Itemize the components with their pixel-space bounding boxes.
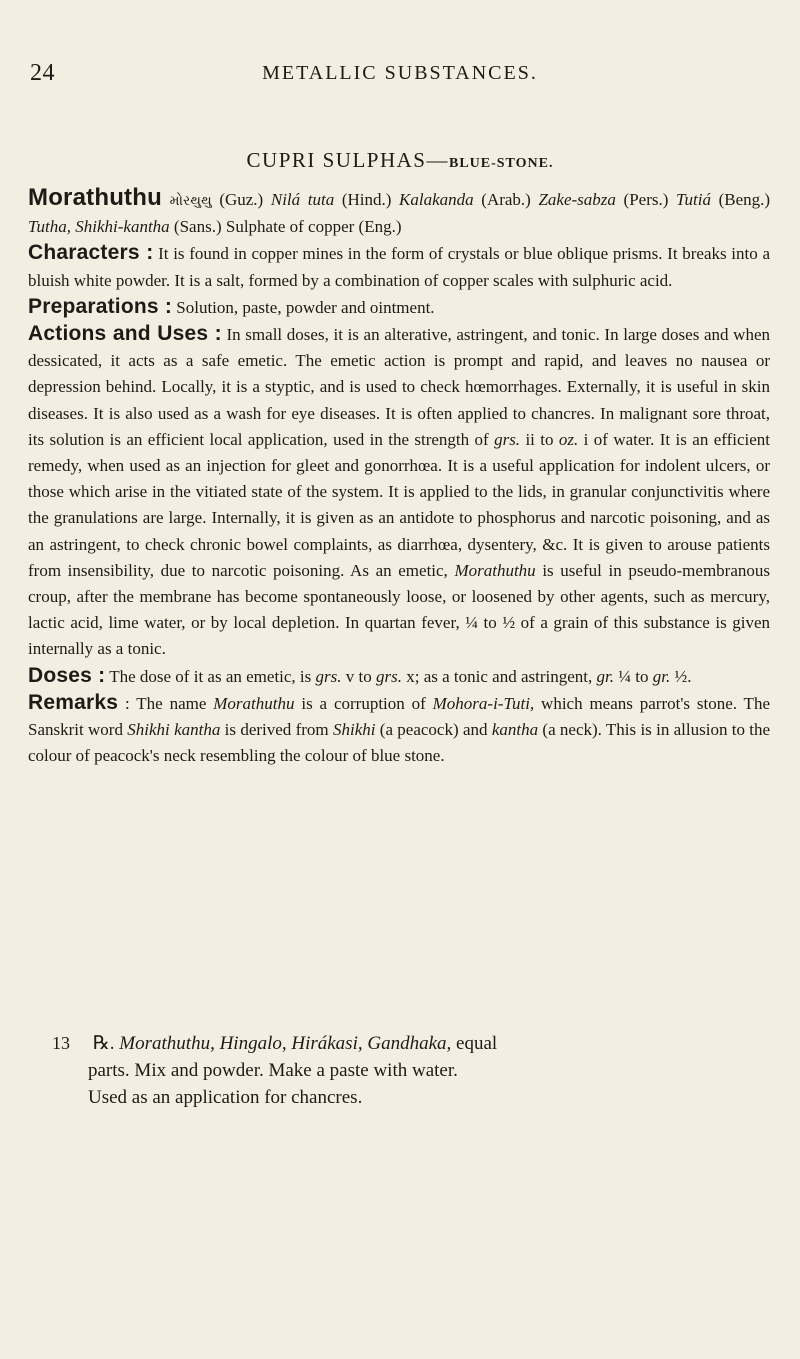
- rx-symbol: ℞.: [92, 1033, 115, 1054]
- pers-name: Zake-sabza: [538, 190, 616, 209]
- preparations-text: Solution, paste, powder and ointment.: [176, 297, 435, 317]
- remarks-name-5: kantha: [491, 720, 539, 740]
- actions-text-3: i of water. It is an efficient remedy, when used as an injection for gleet and gonorrhœa. It is a useful application for indolent ulcers, or those which arise in the vitiated state of the system. It is applied to the lids, in granular conjunctivitis where the granulations are large. Internally, it is given as an antidote to phosphorus and narcotic poisoning, and as an astringent, to check chronic bowel complaints, as diarrhœa, dysentery, &c. It is given to arouse patients from insensibility, due to narcotic poisoning. As an emetic,: [28, 429, 771, 580]
- running-title: METALLIC SUBSTANCES.: [262, 62, 538, 84]
- doses-text-3: x; as a tonic and astringent,: [406, 666, 593, 686]
- characters-paragraph: [28, 240, 770, 293]
- formula-ingredients: Morathuthu, Hingalo, Hirákasi, Gandhaka,: [119, 1033, 452, 1054]
- section-title-sub: BLUE-STONE.: [448, 156, 554, 171]
- doses-gr-1: gr.: [596, 666, 614, 686]
- page-number: 24: [30, 60, 55, 86]
- arab-name: Kalakanda: [399, 190, 474, 209]
- formula-line-1: [28, 1030, 770, 1057]
- formula-line-2: parts. Mix and powder. Make a paste with water.: [88, 1060, 458, 1081]
- actions-oz: oz.: [558, 429, 579, 449]
- doses-paragraph: [28, 663, 770, 690]
- actions-name-italic: Morathuthu: [454, 560, 536, 580]
- actions-grs: grs.: [494, 429, 521, 449]
- doses-text-2: v to: [345, 666, 372, 686]
- actions-paragraph: [28, 321, 770, 663]
- hind-name: Nilá tuta: [270, 190, 335, 209]
- running-head: [0, 60, 800, 100]
- doses-text-4: ¼ to: [618, 666, 649, 686]
- actions-text-1: In small doses, it is an alterative, astringent, and tonic. In large doses and when dessicated, it acts as a safe emetic. The emetic action is prompt and rapid, and leaves no nausea or depression behind. Locally, it is a styptic, and is used to check hœmorrhages. Externally, it is useful in skin diseases. It is also used as a wash for eye diseases. It is often applied to chancres. In malignant sore throat, its solution is an efficient local application, used in the strength of: [28, 325, 770, 449]
- doses-text-1: The dose of it as an emetic, is: [109, 666, 312, 686]
- actions-text-2: ii to: [525, 429, 554, 449]
- doses-grs-1: grs.: [315, 666, 342, 686]
- doses-gr-2: gr.: [652, 666, 671, 686]
- remarks-text-5: (a peacock) and: [379, 720, 488, 740]
- preparations-heading: Preparations :: [28, 294, 173, 318]
- remarks-text-6: (a neck). This is in allusion to the colour of peacock's neck resembling the colour of blue stone.: [28, 720, 771, 766]
- drug-name-heading: Morathuthu: [28, 184, 162, 211]
- doses-heading: Doses :: [28, 663, 106, 687]
- actions-text-4: is useful in pseudo-membranous croup, after the membrane has become spontaneously loose, or loosened by other agents, such as mercury, lactic acid, lime water, or by local depletion. In quartan fever, ¼ to ½ of a grain of this substance is given internally as a tonic.: [28, 560, 770, 659]
- preparations-paragraph: [28, 294, 770, 321]
- sans-name: Tutha, Shikhi-kantha: [28, 217, 170, 237]
- remarks-text-3: which means parrot's stone. The Sanskrit word: [28, 693, 770, 740]
- pers-label: (Pers.): [623, 190, 669, 209]
- doses-text-5: ½.: [674, 666, 692, 686]
- beng-label: (Beng.): [718, 190, 771, 209]
- remarks-name-4: Shikhi: [332, 720, 376, 740]
- english-name: Sulphate of copper (Eng.): [225, 217, 402, 237]
- beng-name: Tutiá: [676, 190, 711, 209]
- doses-grs-2: grs.: [376, 666, 402, 686]
- formula-number: 13: [52, 1033, 70, 1053]
- hind-label: (Hind.): [341, 190, 392, 209]
- gujarati-name: મોરથુથુ: [169, 193, 212, 209]
- section-title-main: CUPRI SULPHAS—: [246, 148, 449, 172]
- name-paragraph: [28, 185, 770, 240]
- body-text: [28, 185, 770, 769]
- characters-text: It is found in copper mines in the form of crystals or blue oblique prisms. It breaks into a bluish white powder. It is a salt, formed by a combination of copper scales with sulphuric acid.: [28, 244, 770, 290]
- remarks-text-2: is a corruption of: [301, 693, 426, 713]
- remarks-paragraph: [28, 690, 770, 770]
- remarks-name-3: Shikhi kantha: [127, 720, 221, 740]
- remarks-name-2: Mohora-i-Tuti,: [432, 693, 535, 713]
- section-title: [0, 148, 800, 173]
- formula-tail: equal: [456, 1033, 498, 1054]
- sans-label: (Sans.): [173, 217, 222, 237]
- characters-heading: Characters :: [28, 241, 154, 265]
- remarks-heading: Remarks: [28, 690, 119, 714]
- formula-line-3: Used as an application for chancres.: [88, 1087, 363, 1108]
- remarks-text-1: : The name: [125, 693, 207, 713]
- remarks-text-4: is derived from: [224, 720, 329, 740]
- actions-heading: Actions and Uses :: [28, 322, 222, 346]
- guz-label: (Guz.): [219, 190, 264, 209]
- formula-block: [28, 1030, 770, 1111]
- arab-label: (Arab.): [481, 190, 531, 209]
- remarks-name-1: Morathuthu: [213, 693, 295, 713]
